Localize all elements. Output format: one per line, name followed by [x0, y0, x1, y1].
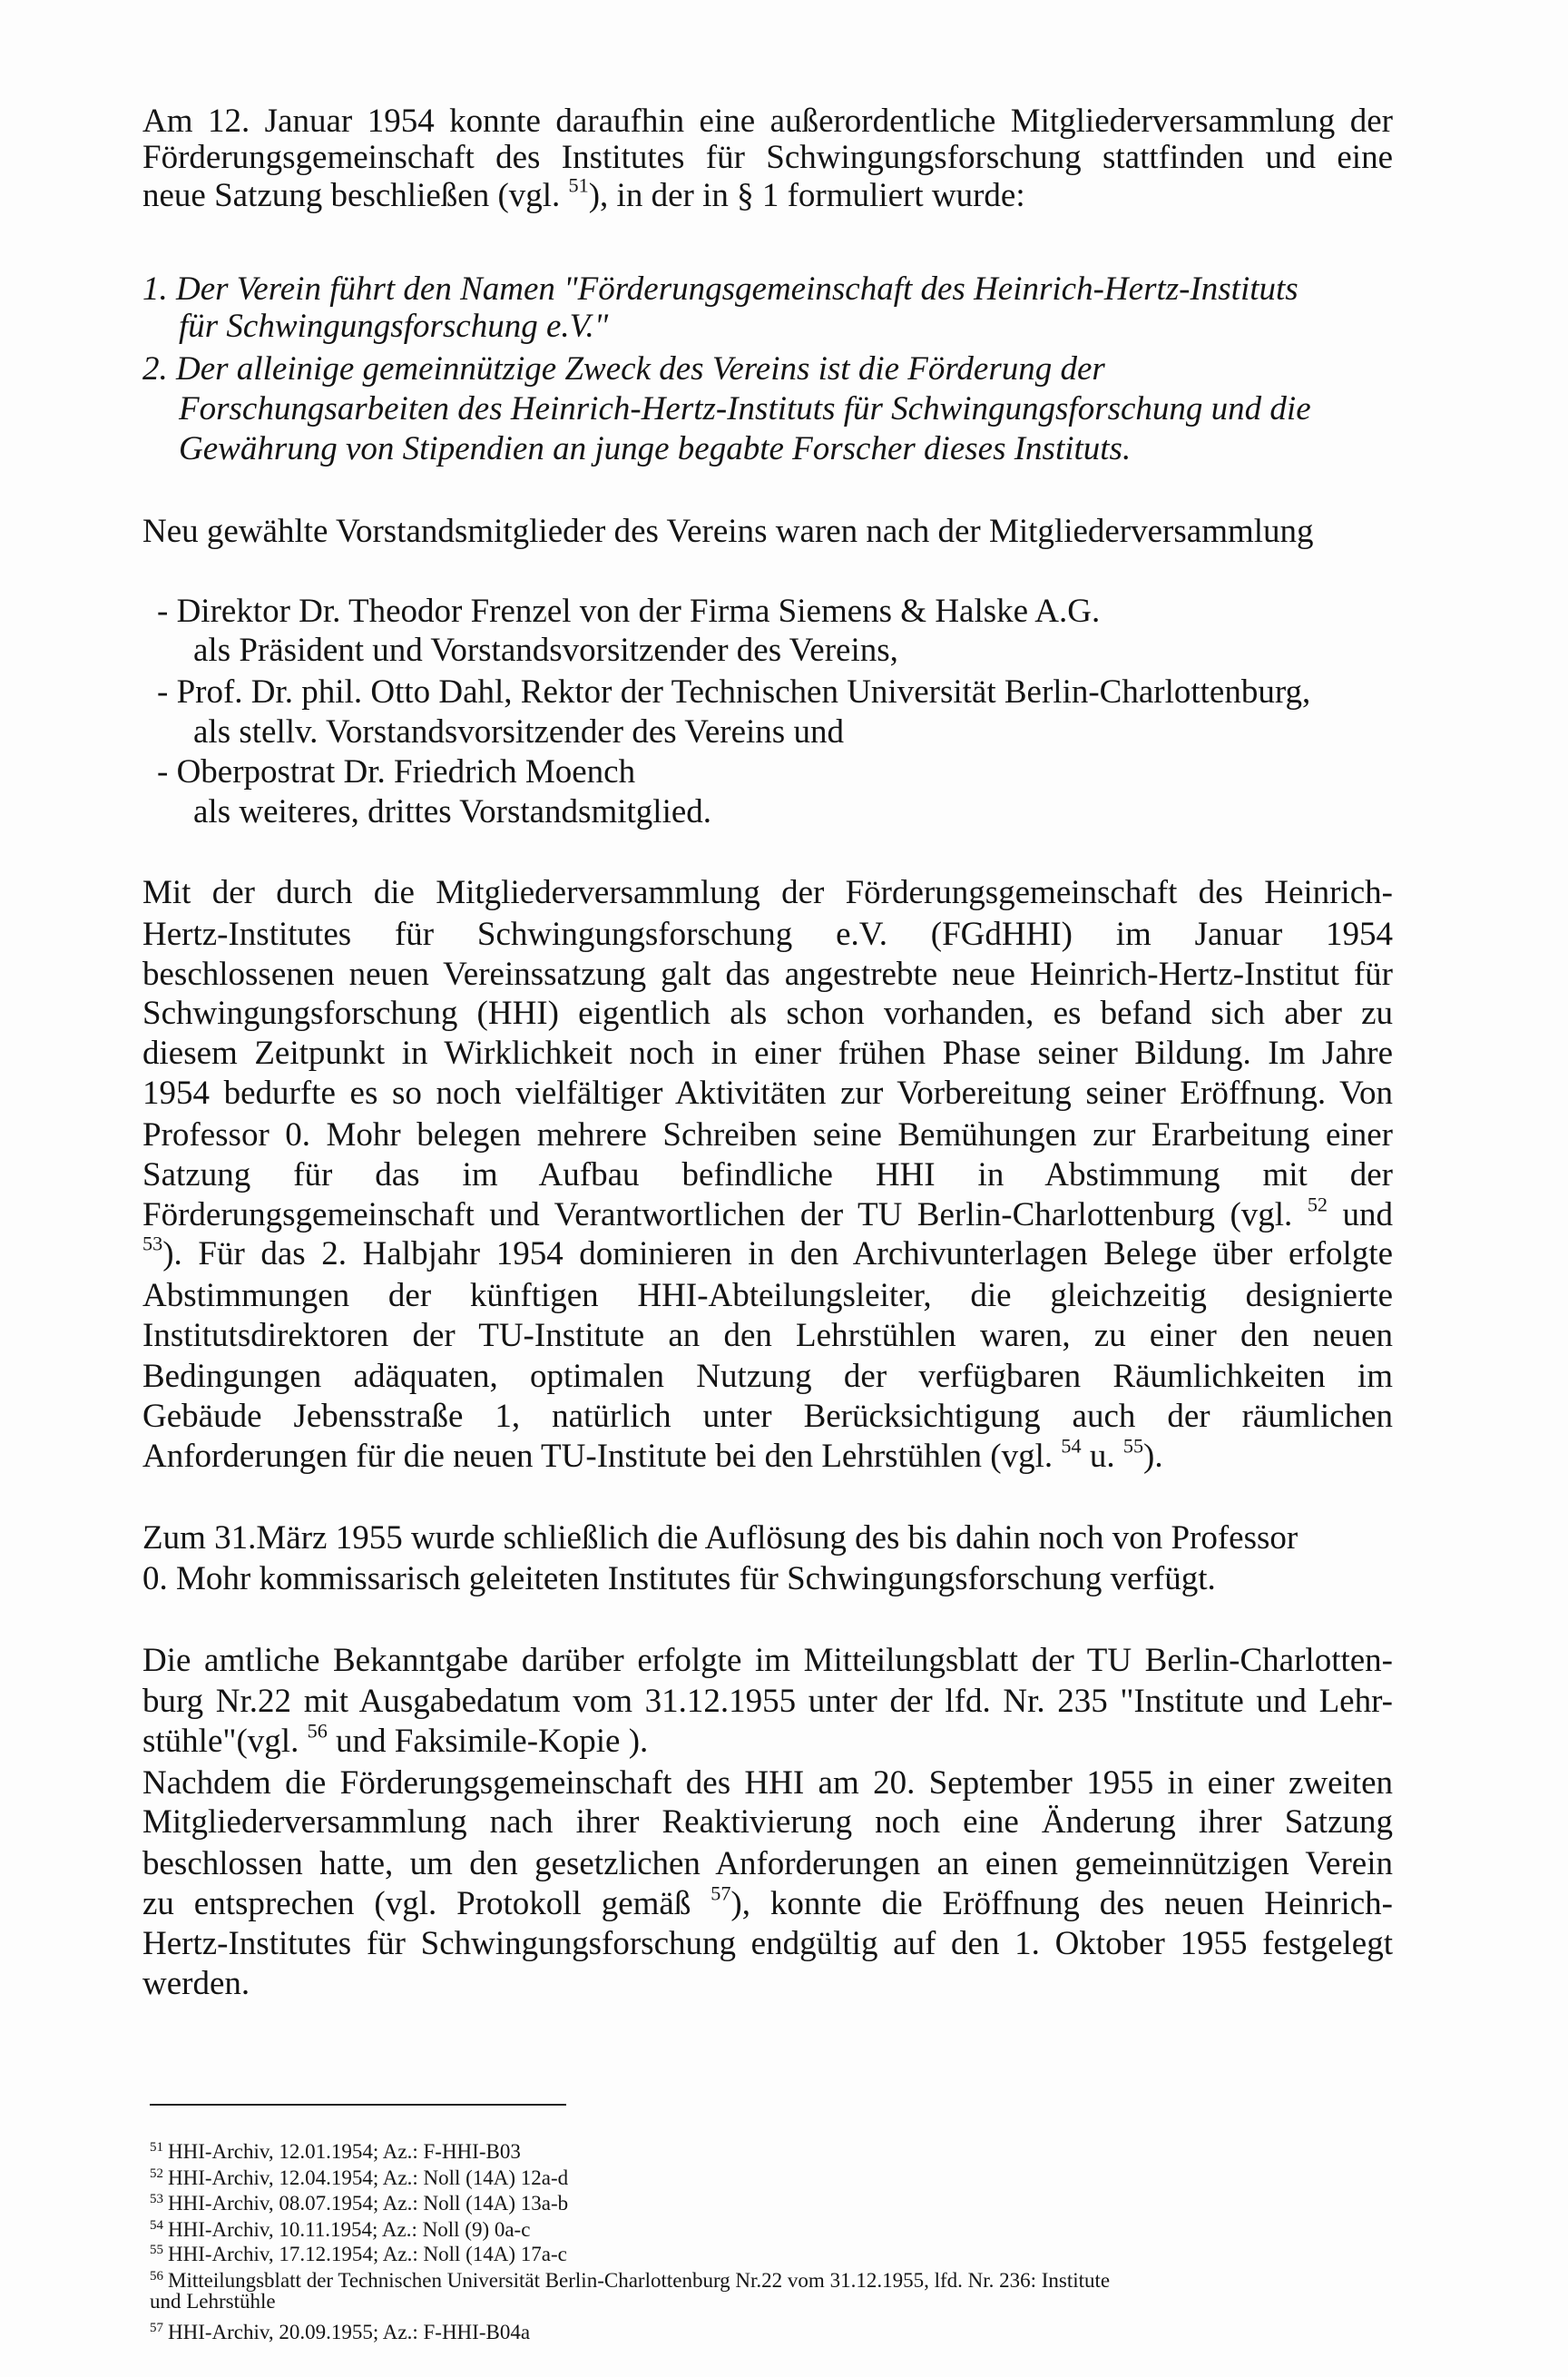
footnote-ref-51[interactable]: 51: [568, 173, 589, 197]
paragraph-3-line-8: Satzung für das im Aufbau befindliche HHI in Abstimmung mit der: [142, 1156, 1393, 1193]
footnote-separator: [150, 2104, 566, 2106]
paragraph-6-line-1: Nachdem die Förderungsgemeinschaft des HHI am 20. September 1955 in einer zweiten: [142, 1764, 1393, 1802]
paragraph-4-line-2: 0. Mohr kommissarisch geleiteten Institutes für Schwingungsforschung verfügt.: [142, 1560, 1216, 1597]
paragraph-3-line-7: Professor 0. Mohr belegen mehrere Schreiben seine Bemühungen zur Erarbeitung einer: [142, 1116, 1393, 1154]
footnote-ref-54[interactable]: 54: [1061, 1434, 1082, 1458]
paragraph-3-line-13: Bedingungen adäquaten, optimalen Nutzung der verfügbaren Räumlichkeiten im: [142, 1358, 1393, 1395]
paragraph-3-line-3: beschlossenen neuen Vereinssatzung galt das angestrebte neue Heinrich-Hertz-Institut für: [142, 956, 1393, 993]
paragraph-3-line-12: Institutsdirektoren der TU-Institute an den Lehrstühlen waren, zu einer den neuen: [142, 1317, 1393, 1354]
statute-item-2-cont-1: Forschungsarbeiten des Heinrich-Hertz-Instituts für Schwingungsforschung und die: [179, 390, 1311, 427]
footnote-54: $^{54}$ HHI-Archiv, 10.11.1954; Az.: Noll (9) 0a-c: [150, 2218, 531, 2241]
board-member-3-role: als weiteres, drittes Vorstandsmitglied.: [193, 793, 712, 830]
paragraph-5-line-1: Die amtliche Bekanntgabe darüber erfolgte im Mitteilungsblatt der TU Berlin-Charlotten-: [142, 1642, 1393, 1679]
statute-item-1-cont: für Schwingungsforschung e.V.": [179, 308, 609, 345]
board-member-2-role: als stellv. Vorstandsvorsitzender des Vereins und: [193, 713, 844, 751]
paragraph-3-line-10: $^{53}$). Für das 2. Halbjahr 1954 dominieren in den Archivunterlagen Belege über erfolgte: [142, 1232, 1393, 1272]
footnote-52: $^{52}$ HHI-Archiv, 12.04.1954; Az.: Noll (14A) 12a-d: [150, 2166, 569, 2189]
paragraph-3-line-5: diesem Zeitpunkt in Wirklichkeit noch in einer frühen Phase seiner Bildung. Im Jahre: [142, 1035, 1393, 1072]
board-member-2-name: - Prof. Dr. phil. Otto Dahl, Rektor der Technischen Universität Berlin-Charlottenburg,: [157, 673, 1311, 711]
paragraph-3-line-2: Hertz-Institutes für Schwingungsforschung e.V. (FGdHHI) im Januar 1954: [142, 916, 1393, 953]
paragraph-3-line-14: Gebäude Jebensstraße 1, natürlich unter Berücksichtigung auch der räumlichen: [142, 1398, 1393, 1435]
footnote-51: $^{51}$ HHI-Archiv, 12.01.1954; Az.: F-HHI-B03: [150, 2140, 521, 2163]
footnote-ref-53[interactable]: 53: [142, 1232, 163, 1255]
paragraph-6-line-3: beschlossen hatte, um den gesetzlichen Anforderungen an einen gemeinnützigen Verein: [142, 1845, 1393, 1882]
footnote-53: $^{53}$ HHI-Archiv, 08.07.1954; Az.: Noll (14A) 13a-b: [150, 2192, 569, 2215]
board-member-1-role: als Präsident und Vorstandsvorsitzender des Vereins,: [193, 632, 898, 669]
paragraph-6-line-4: zu entsprechen (vgl. Protokoll gemäß $^{57}$), konnte die Eröffnung des neuen Heinrich-: [142, 1881, 1394, 1922]
footnote-56-cont: und Lehrstühle: [150, 2290, 276, 2313]
paragraph-3-line-9: Förderungsgemeinschaft und Verantwortlichen der TU Berlin-Charlottenburg (vgl. $^{52}$ und: [142, 1193, 1393, 1233]
paragraph-6-line-5: Hertz-Institutes für Schwingungsforschung endgültig auf den 1. Oktober 1955 festgelegt: [142, 1925, 1393, 1962]
paragraph-3-line-15: Anforderungen für die neuen TU-Institute bei den Lehrstühlen (vgl. $^{54}$ u. $^{55}$).: [142, 1434, 1163, 1475]
paragraph-5-line-3: stühle"(vgl. $^{56}$ und Faksimile-Kopie ).: [142, 1719, 649, 1760]
statute-item-2-cont-2: Gewährung von Stipendien an junge begabte Forscher dieses Instituts.: [179, 430, 1132, 467]
paragraph-3-line-6: 1954 bedurfte es so noch vielfältiger Aktivitäten zur Vorbereitung seiner Eröffnung. Von: [142, 1075, 1393, 1112]
board-member-1-name: - Direktor Dr. Theodor Frenzel von der Firma Siemens & Halske A.G.: [157, 593, 1101, 630]
footnote-ref-57[interactable]: 57: [710, 1881, 731, 1905]
paragraph-6-line-2: Mitgliederversammlung nach ihrer Reaktivierung noch eine Änderung ihrer Satzung: [142, 1803, 1393, 1841]
footnote-57: $^{57}$ HHI-Archiv, 20.09.1955; Az.: F-HHI-B04a: [150, 2321, 531, 2343]
statute-item-1: 1. Der Verein führt den Namen "Förderungsgemeinschaft des Heinrich-Hertz-Instituts: [142, 270, 1298, 308]
footnote-ref-55[interactable]: 55: [1122, 1434, 1144, 1458]
board-member-3-name: - Oberpostrat Dr. Friedrich Moench: [157, 753, 636, 791]
paragraph-3-line-1: Mit der durch die Mitgliederversammlung der Förderungsgemeinschaft des Heinrich-: [142, 874, 1393, 911]
paragraph-3-line-11: Abstimmungen der künftigen HHI-Abteilungsleiter, die gleichzeitig designierte: [142, 1277, 1393, 1314]
paragraph-1-line-3: neue Satzung beschließen (vgl. $^{51}$), in der in § 1 formuliert wurde:: [142, 173, 1025, 214]
footnote-ref-52[interactable]: 52: [1307, 1193, 1328, 1216]
paragraph-3-line-4: Schwingungsforschung (HHI) eigentlich als schon vorhanden, es befand sich aber zu: [142, 995, 1393, 1032]
paragraph-5-line-2: burg Nr.22 mit Ausgabedatum vom 31.12.1955 unter der lfd. Nr. 235 "Institute und Lehr-: [142, 1683, 1393, 1720]
footnote-56: $^{56}$ Mitteilungsblatt der Technischen Universität Berlin-Charlottenburg Nr.22 vom 31.12.1955, lfd. Nr. 236: Institute: [150, 2269, 1111, 2292]
footnote-55: $^{55}$ HHI-Archiv, 17.12.1954; Az.: Noll (14A) 17a-c: [150, 2243, 567, 2265]
paragraph-6-line-6: werden.: [142, 1965, 250, 2002]
paragraph-1-line-2: Förderungsgemeinschaft des Institutes für Schwingungsforschung stattfinden und eine: [142, 139, 1393, 176]
paragraph-2: Neu gewählte Vorstandsmitglieder des Vereins waren nach der Mitgliederversammlung: [142, 513, 1314, 550]
footnote-ref-56[interactable]: 56: [307, 1719, 328, 1743]
paragraph-1-line-1: Am 12. Januar 1954 konnte daraufhin eine außerordentliche Mitgliederversammlung der: [142, 103, 1393, 140]
statute-item-2: 2. Der alleinige gemeinnützige Zweck des Vereins ist die Förderung der: [142, 350, 1105, 388]
paragraph-4-line-1: Zum 31.März 1955 wurde schließlich die Auflösung des bis dahin noch von Professor: [142, 1519, 1298, 1557]
